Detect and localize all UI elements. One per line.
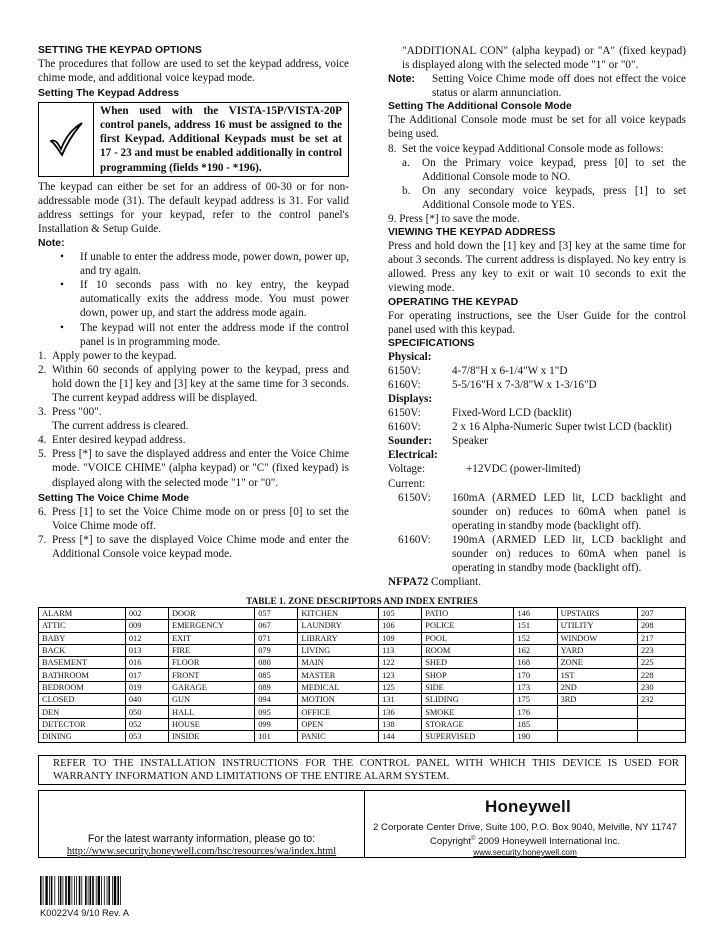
zone-descriptor-cell: BEDROOM [39,681,126,693]
zone-descriptor-cell: ALARM [39,608,126,620]
zone-descriptor-cell: SLIDING [422,694,514,706]
zone-index-cell [637,718,685,730]
zone-descriptor-cell: FLOOR [168,657,254,669]
zone-index-cell: 012 [125,632,168,644]
zone-index-cell: 095 [255,706,298,718]
zone-table [38,607,686,743]
zone-descriptor-cell: MAIN [298,657,379,669]
bullet-item: • If 10 seconds pass with no key entry, the keypad automatically exits the address mode. You must power down, power up, and start the address mode again. [60,279,349,320]
zone-index-cell: 106 [379,620,422,632]
list-item: 3. Press "00". The current address is cleared. [38,406,189,433]
zone-descriptor-cell: PATIO [422,608,514,620]
zone-descriptor-cell: LIVING [298,644,379,656]
zone-index-cell: 144 [379,730,422,742]
zone-descriptor-cell: GUN [168,694,254,706]
zone-descriptor-cell: SUPERVISED [422,730,514,742]
zone-index-cell: 009 [125,620,168,632]
table-row [39,644,686,656]
zone-index-cell: 176 [514,706,557,718]
zone-index-cell: 113 [379,644,422,656]
zone-descriptor-cell: DINING [39,730,126,742]
spec-displays-label: Displays: [388,392,433,405]
viewing-paragraph: Press and hold down the [1] key and [3] key at the same time for about 3 seconds. The current address is displayed. No key entry is allowed. Press any key to exit or wait 10 seconds to exit the viewing mode. [388,240,686,295]
zone-descriptor-cell: FIRE [168,644,254,656]
honeywell-logo: Honeywell [485,797,571,816]
zone-descriptor-cell: MEDICAL [298,681,379,693]
zone-descriptor-cell [557,718,637,730]
zone-descriptor-cell: CLOSED [39,694,126,706]
zone-descriptor-cell: MOTION [298,694,379,706]
operating-paragraph: For operating instructions, see the User Guide for the control panel used with this keypad. [388,309,686,336]
intro-paragraph: The procedures that follow are used to set the keypad address, voice chime mode, and additional voice keypad mode. [38,58,349,85]
zone-index-cell: 225 [637,657,685,669]
checkmark-icon [39,103,94,175]
warranty-warning-box: REFER TO THE INSTALLATION INSTRUCTIONS FOR THE CONTROL PANEL WITH WHICH THIS DEVICE IS USED FOR WARRANTY INFORMATION AND LIMITATIONS OF THE ENTIRE ALARM SYSTEM. [38,755,686,785]
zone-descriptor-cell: 2ND [557,681,637,693]
list-item: b. On any secondary voice keypads, press [1] to set Additional Console mode to YES. [402,184,686,211]
company-address: 2 Corporate Center Drive, Suite 100, P.O. Box 9040, Melville, NY 11747 [373,822,677,833]
zone-index-cell: 185 [514,718,557,730]
zone-descriptor-cell: HALL [168,706,254,718]
zone-descriptor-cell: WINDOW [557,632,637,644]
zone-index-cell: 217 [637,632,685,644]
zone-index-cell: 109 [379,632,422,644]
spec-electrical-label: Electrical: [388,449,438,462]
zone-descriptor-cell: STORAGE [422,718,514,730]
spec-row: 6160V: 2 x 16 Alpha-Numeric Super twist LCD (backlit) [388,421,672,434]
footer-left [39,791,365,857]
table-row [39,632,686,644]
zone-descriptor-cell: YARD [557,644,637,656]
zone-index-cell: 138 [379,718,422,730]
zone-index-cell: 123 [379,669,422,681]
spec-row: 6150V: 4-7/8"H x 6-1/4"W x 1"D [388,364,568,377]
zone-descriptor-cell: UPSTAIRS [557,608,637,620]
zone-descriptor-cell: BATHROOM [39,669,126,681]
zone-index-cell: 094 [255,694,298,706]
zone-index-cell: 131 [379,694,422,706]
zone-index-cell: 190 [514,730,557,742]
zone-index-cell: 079 [255,644,298,656]
spec-row: 6160V: 5-5/16"H x 7-3/8"W x 1-3/16"D [388,378,597,391]
section-heading: OPERATING THE KEYPAD [388,296,519,308]
zone-descriptor-cell: BASEMENT [39,657,126,669]
zone-descriptor-cell: EXIT [168,632,254,644]
spec-row: 6150V: 160mA (ARMED LED lit, LCD backlight and sounder on) reduces to 60mA when panel is operating in standby mode (backlight off). [398,491,686,532]
zone-descriptor-cell: ZONE [557,657,637,669]
note-label: Note: [38,238,65,250]
zone-descriptor-cell: BACK [39,644,126,656]
section-heading: VIEWING THE KEYPAD ADDRESS [388,227,556,239]
zone-descriptor-cell: BABY [39,632,126,644]
zone-descriptor-cell: SMOKE [422,706,514,718]
zone-descriptor-cell: LAUNDRY [298,620,379,632]
zone-index-cell: 057 [255,608,298,620]
document-code: K0022V4 9/10 Rev. A [40,907,129,918]
subsection-heading: Setting The Keypad Address [38,88,180,100]
zone-descriptor-cell: DETECTOR [39,718,126,730]
zone-index-cell: 040 [125,694,168,706]
zone-index-cell: 175 [514,694,557,706]
zone-descriptor-cell: OPEN [298,718,379,730]
zone-descriptor-cell: GARAGE [168,681,254,693]
zone-index-cell [637,730,685,742]
zone-index-cell: 228 [637,669,685,681]
zone-descriptor-cell: PANIC [298,730,379,742]
spec-row: 6150V: Fixed-Word LCD (backlit) [388,407,572,420]
table-row [39,718,686,730]
zone-index-cell [637,706,685,718]
spec-row: 6160V: 190mA (ARMED LED lit, LCD backlight and sounder on) reduces to 60mA when panel is operating in standby mode (backlight off). [398,533,686,575]
list-item: 7. Press [*] to save the displayed Voice Chime mode and enter the Additional Console voice keypad mode. [38,533,349,560]
list-item: 8. Set the voice keypad Additional Console mode as follows: [388,142,664,155]
list-item: a. On the Primary voice keypad, press [0] to set the Additional Console mode to NO. [402,156,686,183]
zone-index-cell: 052 [125,718,168,730]
zone-descriptor-cell: SHED [422,657,514,669]
zone-index-cell: 105 [379,608,422,620]
table-row [39,706,686,718]
table-row [39,608,686,620]
zone-index-cell: 013 [125,644,168,656]
zone-descriptor-cell: 3RD [557,694,637,706]
left-column [38,44,349,561]
zone-descriptor-cell: ROOM [422,644,514,656]
zone-index-cell: 101 [255,730,298,742]
zone-index-cell: 208 [637,620,685,632]
zone-descriptor-cell: DEN [39,706,126,718]
zone-descriptor-cell: SHOP [422,669,514,681]
list-item: 9. Press [*] to save the mode. [388,213,520,226]
zone-descriptor-cell: FRONT [168,669,254,681]
zone-index-cell: 002 [125,608,168,620]
section-heading: SETTING THE KEYPAD OPTIONS [38,45,202,56]
zone-index-cell: 017 [125,669,168,681]
zone-index-cell: 016 [125,657,168,669]
website-link[interactable]: www.security.honeywell.com [473,848,577,857]
list-item: 6. Press [1] to set the Voice Chime mode on or press [0] to set the Voice Chime mode off. [38,505,349,532]
footer-right [365,791,685,857]
steps-list-2 [38,505,349,561]
list-item: 2. Within 60 seconds of applying power to the keypad, press and hold down the [1] key and [3] key at the same time for 3 seconds. The current keypad address will be displayed. [38,363,349,404]
zone-index-cell: 170 [514,669,557,681]
right-column [388,44,686,589]
note-line: Note: Setting Voice Chime mode off does not effect the voice status or alarm annunciation. [388,73,686,100]
warranty-link[interactable]: http://www.security.honeywell.com/hsc/resources/wa/index.html [66,846,337,857]
zone-index-cell: 071 [255,632,298,644]
bullet-item: • The keypad will not enter the address mode if the control panel is in programming mode. [60,321,349,348]
zone-index-cell: 173 [514,681,557,693]
zone-index-cell: 151 [514,620,557,632]
subsection-heading: Setting The Additional Console Mode [388,101,572,113]
zone-index-cell: 053 [125,730,168,742]
zone-descriptor-cell: DOOR [168,608,254,620]
nfpa-compliance: NFPA72 Compliant. [388,576,482,589]
zone-descriptor-cell: 1ST [557,669,637,681]
zone-index-cell: 050 [125,706,168,718]
zone-index-cell: 099 [255,718,298,730]
table-row [39,730,686,742]
table-row [39,669,686,681]
zone-descriptor-cell: EMERGENCY [168,620,254,632]
list-item: 5. Press [*] to save the displayed address and enter the Voice Chime mode. "VOICE CHIME" (alpha keypad) or "C" (fixed keypad) is displayed along with the selected mode "1" or "0". [38,448,349,489]
section-heading: SPECIFICATIONS [388,337,475,349]
zone-index-cell: 168 [514,657,557,669]
zone-index-cell: 223 [637,644,685,656]
subsection-heading: Setting The Voice Chime Mode [38,492,190,504]
zone-descriptor-cell: SIDE [422,681,514,693]
table-row [39,620,686,632]
zone-index-cell: 230 [637,681,685,693]
zone-descriptor-cell: MASTER [298,669,379,681]
zone-descriptor-cell: INSIDE [168,730,254,742]
list-item: 1. Apply power to the keypad. [38,349,177,362]
address-paragraph: The keypad can either be set for an address of 00-30 or for non-addressable mode (31). The default keypad address is 31. For valid address settings for your keypad, refer to the control panel's Installation & Setup Guide. [38,180,349,235]
zone-descriptor-cell: OFFICE [298,706,379,718]
zone-index-cell: 162 [514,644,557,656]
spec-row: Voltage: +12VDC (power-limited) [388,463,581,476]
note-box-text: When used with the VISTA-15P/VISTA-20P control panels, address 16 must be assigned to the first Keypad. Additional Keypads must be set at 17 - 23 and must be enabled additionally in control programming (fields *190 - *196). [100,105,342,174]
table-row [39,657,686,669]
footer-box [38,790,686,858]
list-item: 4. Enter desired keypad address. [38,434,186,447]
warranty-text: For the latest warranty information, please go to: [87,833,316,845]
zone-index-cell: 122 [379,657,422,669]
zone-index-cell: 125 [379,681,422,693]
table-row [39,681,686,693]
note-box [38,102,349,176]
zone-index-cell: 152 [514,632,557,644]
zone-index-cell: 080 [255,657,298,669]
table-caption: TABLE 1. ZONE DESCRIPTORS AND INDEX ENTRIES [246,596,478,606]
zone-descriptor-cell: ATTIC [39,620,126,632]
continued-text: "ADDITIONAL CON" (alpha keypad) or "A" (fixed keypad) is displayed along with the selected mode "1" or "0". [402,45,686,72]
copyright: Copyright© 2009 Honeywell International Inc. [429,836,620,848]
zone-index-cell: 146 [514,608,557,620]
barcode-icon [40,876,148,905]
zone-descriptor-cell: LIBRARY [298,632,379,644]
spec-row: Sounder: Speaker [388,435,489,448]
spec-physical-label: Physical: [388,350,432,363]
zone-index-cell: 089 [255,681,298,693]
zone-index-cell: 136 [379,706,422,718]
zone-descriptor-cell [557,706,637,718]
zone-descriptor-cell: UTILITY [557,620,637,632]
zone-descriptor-cell: POOL [422,632,514,644]
zone-index-cell: 232 [637,694,685,706]
zone-index-cell: 207 [637,608,685,620]
bullet-item: • If unable to enter the address mode, power down, power up, and try again. [60,251,349,278]
zone-descriptor-cell: KITCHEN [298,608,379,620]
zone-index-cell: 067 [255,620,298,632]
zone-index-cell: 085 [255,669,298,681]
steps-list [38,349,349,490]
note-bullets [38,250,349,349]
zone-index-cell: 019 [125,681,168,693]
spec-current-label: Current: [388,477,426,490]
console-paragraph: The Additional Console mode must be set for all voice keypads being used. [388,114,686,141]
table-row [39,694,686,706]
zone-descriptor-cell: HOUSE [168,718,254,730]
zone-descriptor-cell: POLICE [422,620,514,632]
zone-descriptor-cell [557,730,637,742]
